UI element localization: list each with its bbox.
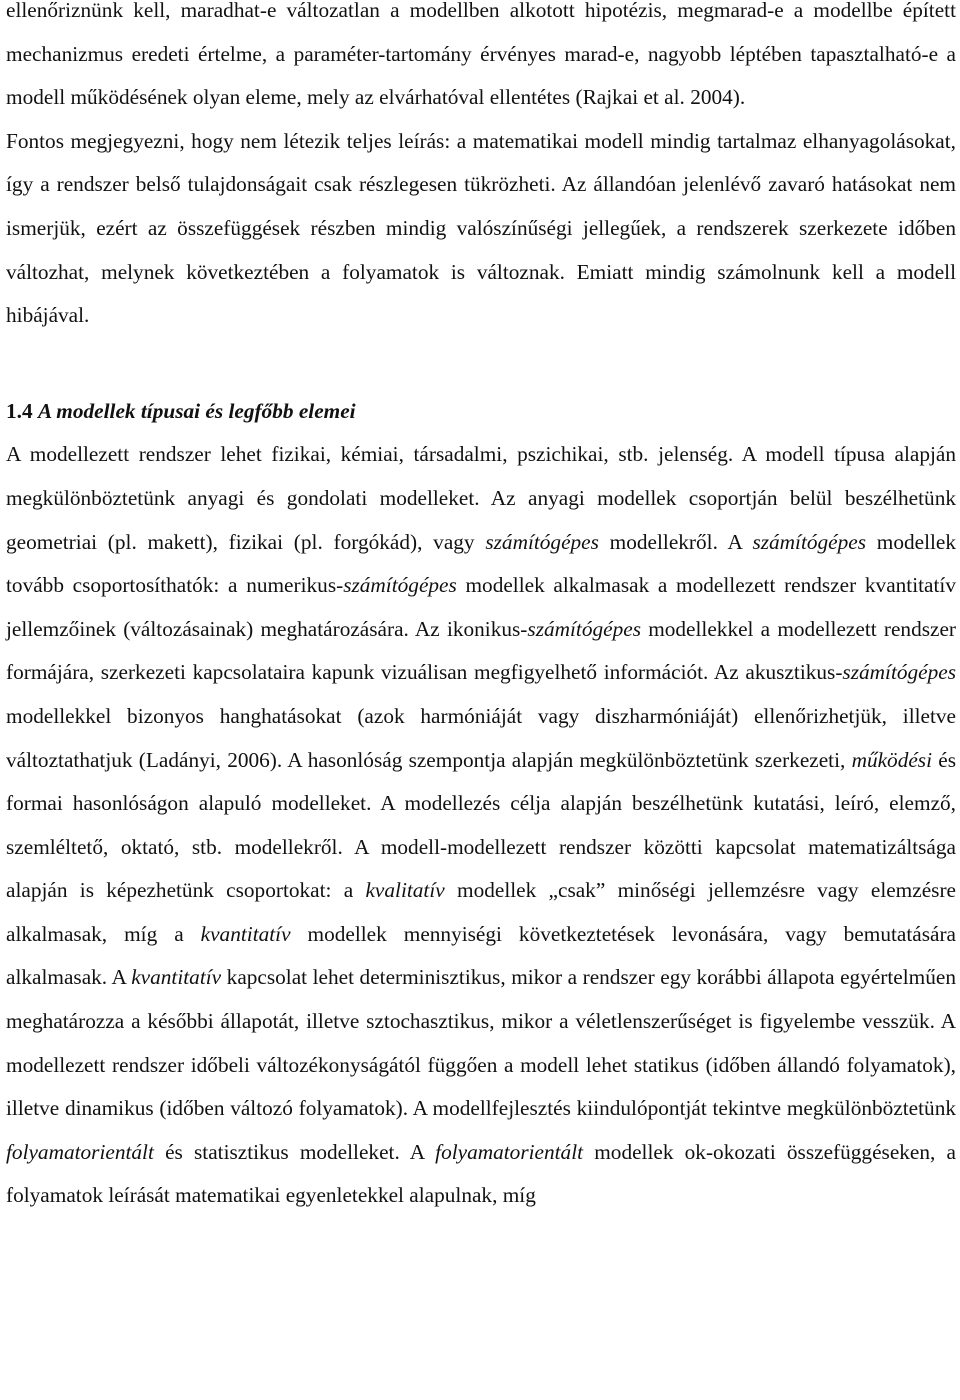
emphasis-run: számítógépes [842,660,956,685]
paragraph-model-types [6,433,956,1218]
emphasis-run: folyamatorientált [6,1139,154,1164]
text-run: modellek „csak” minőségi jellemzésre vagy elemzésre alkalmasak, míg a [6,878,956,946]
text-run: modellek mennyiségi következtetések levonására, vagy bemutatására alkalmasak. A [6,921,956,990]
text-run: modellek ok-okozati összefüggéseken, a folyamatok leírását matematikai egyenletekkel alapulnak, míg [6,1139,956,1208]
emphasis-run: működési [851,747,933,772]
emphasis-run: számítógépes [527,616,641,641]
emphasis-run: kvantitatív [131,965,222,990]
section-heading [6,390,956,434]
text-run: A modellezett rendszer lehet fizikai, kémiai, társadalmi, pszichikai, stb. jelenség. A modell típusa alapján megkülönböztetünk anyagi és gondolati modelleket. Az anyagi modellek csoportján belül beszélhetünk geometriai (pl. makett), fizikai (pl. forgókád), vagy [6,442,956,554]
emphasis-run: számítógépes [343,573,457,598]
text-run: és statisztikus modelleket. A [153,1139,436,1164]
emphasis-run: számítógépes [752,529,867,554]
text-run: modellek alkalmasak a modellezett rendszer kvantitatív jellemzőinek (változásainak) meghatározására. Az ikonikus- [6,573,956,641]
paragraph-model-limitations: Fontos megjegyezni, hogy nem létezik teljes leírás: a matematikai modell mindig tartalmaz elhanyagolásokat, így a rendszer belső tulajdonságait csak részlegesen tükrözheti. Az állandóan jelenlévő zavaró hatásokat nem ismerjük, ezért az összefüggések részben mindig valószínűségi jellegűek, a rendszerek szerkezete időben változhat, melynek következtében a folyamatok is változnak. Emiatt mindig számolnunk kell a modell hibájával. [6,128,956,328]
emphasis-run: kvalitatív [365,878,445,903]
emphasis-run: kvantitatív [200,921,291,946]
text-run: és formai hasonlóságon alapuló modelleket. A modellezés célja alapján beszélhetünk kutatási, leíró, elemző, szemléltető, oktató, stb. modellekről. A modell-modellezett rendszer közötti kapcsolat matematizáltsága alapján is képezhetünk csoportokat: a [6,747,956,903]
text-run: modellekkel a modellezett rendszer formájára, szerkezeti kapcsolataira kapunk vizuálisan megfigyelhető információt. Az akusztikus- [6,616,956,685]
text-run: modellek tovább csoportosíthatók: a numerikus- [6,529,957,598]
emphasis-run: számítógépes [485,529,599,554]
section-number: 1.4 [6,398,33,423]
text-run: modellekről. A [598,529,753,554]
document-page [6,0,956,1218]
emphasis-run: folyamatorientált [435,1139,584,1164]
text-run: kapcsolat lehet determinisztikus, mikor a rendszer egy korábbi állapota egyértelműen meghatározza a későbbi állapotát, illetve sztochasztikus, mikor a véletlenszerűséget is figyelembe vesszük. A modellezett rendszer időbeli változékonyságától függően a modell lehet statikus (időben állandó folyamatok), illetve dinamikus (időben változó folyamatok). A modellfejlesztés kiindulópontját tekintve megkülönböztetünk [6,965,956,1121]
section-title: A modellek típusai és legfőbb elemei [37,398,356,423]
paragraph-intro-continuation: ellenőriznünk kell, maradhat-e változatlan a modellben alkotott hipotézis, megmarad-e a modellbe épített mechanizmus eredeti értelme, a paraméter-tartomány érvényes marad-e, nagyobb léptében tapasztalható-e a modell működésének olyan eleme, mely az elvárhatóval ellentétes (Rajkai et al. 2004). [6,0,956,110]
text-run: modellekkel bizonyos hanghatásokat (azok harmóniáját vagy diszharmóniáját) ellenőrizhetjük, illetve változtathatjuk (Ladányi, 2006). A hasonlóság szempontja alapján megkülönböztetünk szerkezeti, [6,703,956,772]
